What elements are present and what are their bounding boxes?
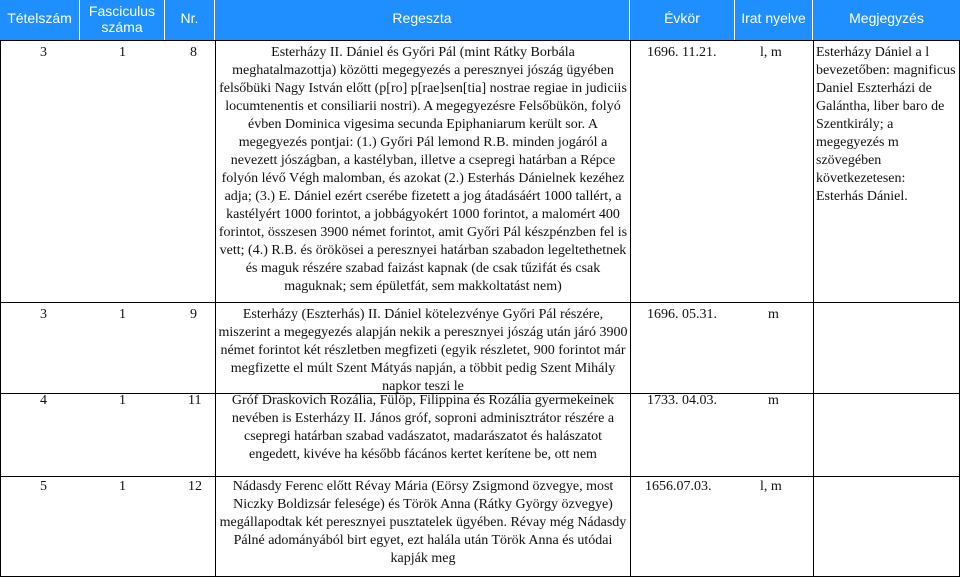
header-evkor[interactable]: Évkör bbox=[630, 0, 735, 40]
cell-evkor[interactable]: 1656.07.03. bbox=[645, 479, 712, 494]
header-megjegyzes[interactable]: Megjegyzés bbox=[813, 0, 960, 40]
header-telszam[interactable]: Tételszám bbox=[0, 0, 80, 40]
cell-irat-nyelve[interactable]: m bbox=[768, 393, 779, 408]
cell-regeszta[interactable]: Gróf Draskovich Rozália, Fülöp, Filippina és Rozália gyermekeinek nevében is Esterházy II. János gróf, soproni adminisztrátor részére a csepregi határban szabad vadászatot, madarászatot és halászatot engedett, kivéve ha később fácános kertet kerítene be, ott nem bbox=[231, 393, 615, 462]
cell-evkor[interactable]: 1733. 04.03. bbox=[647, 393, 717, 408]
column-border bbox=[630, 40, 631, 577]
cell-nr[interactable]: 11 bbox=[188, 393, 202, 408]
cell-telszam[interactable]: 3 bbox=[40, 307, 47, 322]
cell-telszam[interactable]: 5 bbox=[40, 479, 47, 494]
column-border bbox=[215, 40, 216, 577]
cell-fasciculus[interactable]: 1 bbox=[119, 307, 126, 322]
column-border bbox=[813, 40, 814, 577]
cell-fasciculus[interactable]: 1 bbox=[119, 45, 126, 60]
header-nr[interactable]: Nr. bbox=[165, 0, 215, 40]
header-fasciculus[interactable]: Fasciculus száma bbox=[80, 0, 165, 40]
row-border bbox=[0, 302, 960, 303]
row-border bbox=[0, 476, 960, 477]
cell-irat-nyelve[interactable]: l, m bbox=[760, 45, 782, 60]
cell-regeszta[interactable]: Nádasdy Ferenc előtt Révay Mária (Eörsy Zsigmond özvegye, most Niczky Boldizsár felesége) és Török Anna (Rátky György özvegye) megállapodtak két peresznyei pusztatelek ügyében. Révay még Nádasdy Pálné adományából birt egyet, ezt halála után Török Anna és utódai kapják meg bbox=[219, 479, 627, 566]
cell-fasciculus[interactable]: 1 bbox=[119, 393, 126, 408]
cell-irat-nyelve[interactable]: l, m bbox=[760, 479, 782, 494]
cell-megjegyzes[interactable]: Esterházy Dániel a l bevezetőben: magnificus Daniel Eszterházi de Galántha, liber baro de Szentkirály; a megegyezés m szövegében következetesen: Esterhás Dániel. bbox=[816, 45, 956, 204]
header-irat-nyelve[interactable]: Irat nyelve bbox=[735, 0, 813, 40]
cell-nr[interactable]: 9 bbox=[190, 307, 197, 322]
cell-regeszta[interactable]: Esterházy (Eszterhás) II. Dániel kötelezvénye Győri Pál részére, miszerint a megegyezés alapján nekik a peresznyei jószág után járó 3900 német forintot két részletben megfizeti (egyik részletet, 900 forintot már megfizette el múlt Szent Mátyás napján, a többit pedig Szent Mihály napkor teszi le bbox=[218, 307, 628, 394]
cell-evkor[interactable]: 1696. 11.21. bbox=[647, 45, 717, 60]
header-regeszta[interactable]: Regeszta bbox=[215, 0, 630, 40]
row-border bbox=[0, 40, 960, 41]
cell-nr[interactable]: 12 bbox=[188, 479, 202, 494]
cell-irat-nyelve[interactable]: m bbox=[768, 307, 779, 322]
cell-evkor[interactable]: 1696. 05.31. bbox=[647, 307, 717, 322]
cell-telszam[interactable]: 4 bbox=[40, 393, 47, 408]
cell-nr[interactable]: 8 bbox=[190, 45, 197, 60]
cell-fasciculus[interactable]: 1 bbox=[119, 479, 126, 494]
column-border bbox=[0, 40, 1, 577]
cell-telszam[interactable]: 3 bbox=[40, 45, 47, 60]
cell-regeszta[interactable]: Esterházy II. Dániel és Győri Pál (mint Rátky Borbála meghatalmazottja) közötti megegyezés a peresznyei jószág ügyében felsőbüki Nagy István előtt (p[ro] p[rae]sen[tia] nostrae regiae in judiciis locumtenentis et consiliarii nostri). A megegyezésre Felsőbükön, folyó évben Dominica vigesima secunda Epiphaniarum került sor. A megegyezés pontjai: (1.) Győri Pál lemond R.B. minden jogáról a nevezett jószágban, a kastélyban, illetve a csepregi határban a Répce folyón lévő Végh malomban, és azokat (2.) Esterhás Dánielnek kezéhez adja; (3.) E. Dániel ezért cserébe fizetett a jog átadásáért 1000 tallért, a kastélyért 1000 forintot, a jobbágyokért 1000 forintot, a malomért 400 forintot, összesen 3900 német forintot, amit Győri Pál készpénzben fel is vett; (4.) R.B. és örökösei a peresznyei határban szabadon legeltethetnek és maguk részére szabad faizást kapnak (de csak tűzifát és csak maguknak; sem épületfát, sem makkoltatást nem) bbox=[218, 45, 628, 294]
